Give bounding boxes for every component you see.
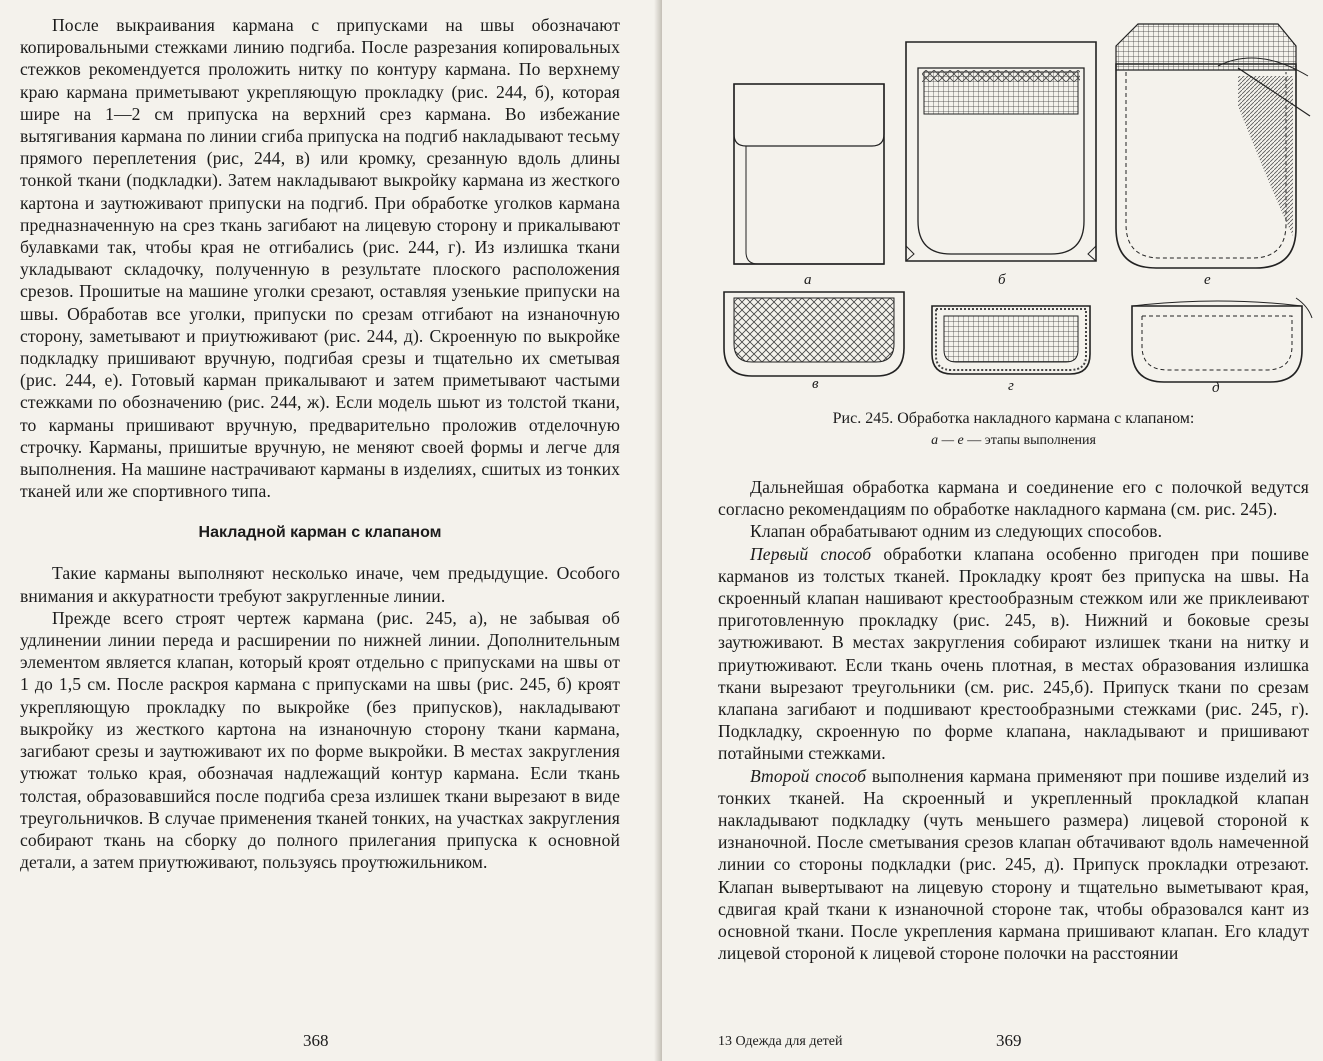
caption-subtitle bbox=[718, 430, 1309, 452]
left-paragraph-2: Такие карманы выполняют несколько иначе, чем предыдущие. Особого внимания и аккуратности требуют закругленные линии. bbox=[20, 563, 620, 606]
right-page-number: 369 bbox=[996, 1031, 1022, 1050]
figure-label-e: е bbox=[1204, 272, 1211, 288]
first-method-text: обработки клапана особенно пригоден при пошиве карманов из толстых тканей. Прокладку кроят без припуска на швы. На скроенный клапан нашивают крестообразным стежком или же приклеивают приготовленную прокладку (рис. 245, в). Нижний и боковые срезы заутюживают. В местах закругления собирают излишек ткани на нитку и приутюживают. Если ткань очень плотная, в местах образования излишка ткани вырезают треугольники (см. рис. 245,б). Припуск ткани по срезам клапана загибают и подшивают крестообразными стежками (рис. 245, г). Подкладку, скроенную по форме клапана, накладывают и пришивают потайными стежками. bbox=[718, 543, 1309, 764]
pocket-drawing-b bbox=[906, 42, 1096, 261]
right-paragraph-4 bbox=[718, 765, 1309, 965]
left-page bbox=[0, 0, 660, 1061]
pocket-drawing-a bbox=[734, 84, 884, 264]
right-paragraph-2: Клапан обрабатывают одним из следующих способов. bbox=[750, 521, 1163, 542]
flap-drawing-v bbox=[724, 292, 904, 376]
second-method-label: Второй способ bbox=[750, 765, 867, 786]
right-page bbox=[662, 0, 1323, 1061]
left-paragraph-3: Прежде всего строят чертеж кармана (рис. 245, а), не забывая об удлинении линии переда и расширении по нижней линии. Дополнительным элементом является клапан, который кроят отдельно с припусками на швы от 1 до 1,5 см. После раскроя кармана с припусками на швы (рис. 245, б) кроят укрепляющую прокладку по выкройке (без припусков), накладывают выкройку из жесткого картона на изнаночную сторону ткани кармана, загибают срезы и заутюживают их по форме выкройки. В местах закругления утюжат только края, обозначая надлежащий контур кармана. Если ткань толстая, образовавшийся после подгиба среза излишек ткани вырезают в виде треугольничков. В случае применения тканей тонких, на участках закругления собирают ткань на сборку до полного прилегания припуска к основной детали, а затем приутюживают, пользуясь проутюжильником. bbox=[20, 607, 620, 873]
caption-letters: а — е bbox=[931, 433, 964, 448]
figure-label-d: д bbox=[1212, 380, 1220, 396]
left-paragraph-1: После выкраивания кармана с припусками на швы обозначают копировальными стежками линию подгиба. После разрезания копировальных стежков рекомендуется проложить нитку по контуру кармана. По верхнему краю кармана приметывают укрепляющую прокладку (рис. 244, б), которая шире на 1—2 см припуска на верхний срез кармана. Во избежание вытягивания кармана по линии сгиба припуска на подгиб накладывают тесьму прямого переплетения (рис, 244, в) или кромку, срезанную вдоль длины тонкой ткани (подкладки). Затем накладывают выкройку кармана из жесткого картона и заутюживают припуски на подгиб. При обработке уголков кармана предназначенную на срез ткань загибают на лицевую сторону и прикалывают булавками так, чтобы края не отгибались (рис. 244, г). Из излишка ткани укладывают складочку, полученную в результате плоского расположения срезов. Прошитые на машине уголки срезают, оставляя узенькие припуски на швы. Обработав все уголки, припуски по срезам отгибают на изнаночную сторону, заметывают и приутюживают (рис. 244, д). Скроенную по выкройке подкладку пришивают вручную, подгибая срезы и тщательно их сметывая (рис. 244, е). Готовый карман прикалывают и затем приметывают частыми стежками по обозначению (рис. 244, ж). Если модель шьют из толстой ткани, то карманы пришивают вручную, предварительно проложив отделочную строчку. Карманы, пришитые вручную, не меняют своей формы и легче для выполнения. На машине настрачивают карманы в изделиях, сшитых из тонких тканей или же спортивного типа. bbox=[20, 15, 620, 502]
chapter-footer: 13 Одежда для детей bbox=[718, 1034, 843, 1049]
first-method-label: Первый способ bbox=[750, 543, 872, 564]
caption-title: Рис. 245. Обработка накладного кармана с клапаном: bbox=[832, 410, 1195, 427]
pocket-figure bbox=[718, 6, 1309, 476]
pocket-illustration bbox=[718, 6, 1318, 426]
caption-subtitle-text: — этапы выполнения bbox=[963, 433, 1096, 448]
figure-caption bbox=[718, 408, 1309, 452]
flap-drawing-d bbox=[1132, 298, 1312, 382]
flap-drawing-g bbox=[932, 306, 1090, 374]
figure-label-a: а bbox=[804, 272, 812, 288]
figure-label-g: г bbox=[1008, 378, 1014, 394]
pocket-drawing-e bbox=[1116, 24, 1310, 268]
figure-label-v: в bbox=[812, 376, 819, 392]
left-page-number: 368 bbox=[303, 1031, 329, 1050]
right-paragraph-1: Дальнейшая обработка кармана и соединение его с полочкой ведутся согласно рекомендациям по обработке накладного кармана (см. рис. 245). bbox=[718, 477, 1309, 520]
figure-label-b: б bbox=[998, 272, 1006, 288]
right-paragraph-3 bbox=[718, 543, 1309, 765]
section-heading: Накладной карман с клапаном bbox=[198, 524, 442, 542]
second-method-text: выполнения кармана применяют при пошиве изделий из тонких тканей. На скроенный и укрепленный прокладкой клапан накладывают подкладку (чуть меньшего размера) лицевой стороной к изнаночной. После сметывания срезов клапан обтачивают вдоль намеченной линии со стороны подкладки (рис. 245, д). Припуск прокладки отрезают. Клапан вывертывают на лицевую сторону и тщательно выметывают края, сдвигая край ткани к изнаночной стороне так, чтобы образовался кант из основной ткани. После укрепления кармана пришивают клапан. Его кладут лицевой стороной к лицевой стороне полочки на расстоянии bbox=[718, 765, 1309, 964]
